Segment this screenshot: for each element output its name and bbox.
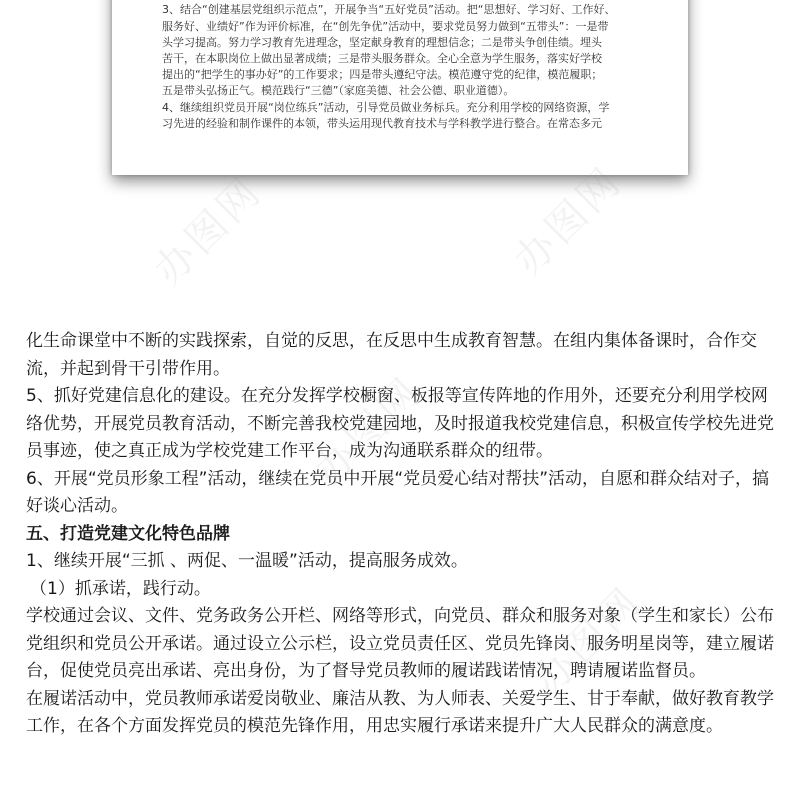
preview-line: 习先进的经验和制作课件的本领，带头运用现代教育技术与学科教学进行整合。在常态多元 xyxy=(162,116,602,130)
preview-line: 4、继续组织党员开展“岗位练兵”活动，引导党员做业务标兵。充分利用学校的网络资源，学 xyxy=(162,100,610,114)
preview-line: 提出的“把学生的事办好”的工作要求；四是带头遵纪守法。模范遵守党的纪律，模范履职； xyxy=(162,68,603,82)
preview-line: 五是带头弘扬正气。模范践行“三德”（家庭美德、社会公德、职业道德）。 xyxy=(162,84,515,98)
section-heading: 五、打造党建文化特色品牌 xyxy=(26,523,230,544)
preview-line: 3、结合“创建基层党组织示范点”，开展争当“五好党员”活动。把“思想好、学习好、工作好、 xyxy=(162,3,616,17)
paragraph: 学校通过会议、文件、党务政务公开栏、网络等形式，向党员、群众和服务对象（学生和家长）公布党组织和党员公开承诺。通过设立公示栏，设立党员责任区、党员先锋岗、服务明星岗等，建立履诺台，促使党员亮出承诺、亮出身份，为了督导党员教师的履诺践诺情况，聘请履诺监督员。 xyxy=(26,606,774,681)
paragraph: 1、继续开展“三抓 、两促、一温暖”活动，提高服务成效。 xyxy=(26,551,468,571)
watermark: 办图网 xyxy=(305,368,432,494)
paragraph: 6、开展“党员形象工程”活动，继续在党员中开展“党员爱心结对帮扶”活动，自愿和群众结对子，搞好谈心活动。 xyxy=(26,468,770,516)
paragraph: 化生命课堂中不断的实践探索，自觉的反思，在反思中生成教育智慧。在组内集体备课时，合作交流，并起到骨干引带作用。 xyxy=(26,331,757,379)
paragraph: 5、抓好党建信息化的建设。在充分发挥学校橱窗、板报等宣传阵地的作用外，还要充分利用学校网络优势，开展党员教育活动，不断完善我校党建园地，及时报道我校党建信息，积极宣传学校先进党员事迹，使之真正成为学校党建工作平台，成为沟通联系群众的纽带。 xyxy=(26,386,774,461)
watermark: 办图网 xyxy=(505,158,632,284)
preview-line: 苦干，在本职岗位上做出显著成绩；三是带头服务群众。全心全意为学生服务，落实好学校 xyxy=(162,52,602,66)
document-body xyxy=(26,328,776,741)
preview-line: 服务好、业绩好”作为评价标准，在“创先争优”活动中，要求党员努力做到“五带头”：一是带 xyxy=(162,19,609,33)
document-preview-card xyxy=(112,0,688,175)
subheading: （1）抓承诺，践行动。 xyxy=(30,578,211,599)
document-preview-text xyxy=(162,0,654,132)
watermark: 办图网 xyxy=(145,168,272,294)
preview-line: 头学习提高。努力学习教育先进理念，坚定献身教育的理想信念；二是带头争创佳绩。埋头 xyxy=(162,35,602,49)
paragraph: 在履诺活动中，党员教师承诺爱岗敬业、廉洁从教、为人师表、关爱学生、甘于奉献，做好教育教学工作，在各个方面发挥党员的模范先锋作用，用忠实履行承诺来提升广大人民群众的满意度。 xyxy=(26,688,774,736)
watermark: 办图网 xyxy=(525,578,652,704)
